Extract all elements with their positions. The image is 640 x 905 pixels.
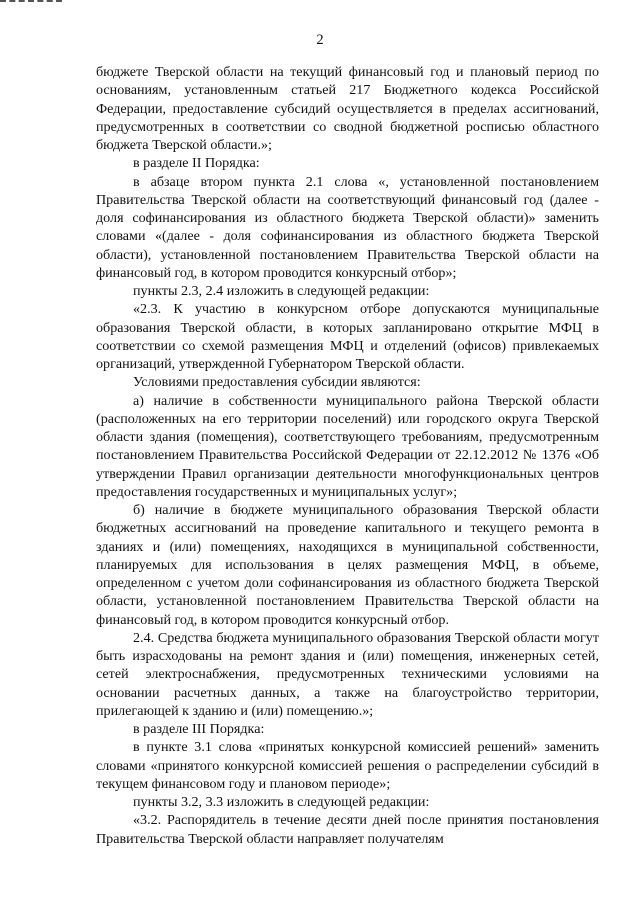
page-number: 2	[316, 32, 324, 48]
paragraph: а) наличие в собственности муниципального района Тверской области (расположенных на его территории поселений) или городского округа Тверской области здания (помещения), соответствующего требованиям, предусмотренным постановлением Правительства Российской Федерации от 22.12.2012 № 1376 «Об утверждении Правил организации деятельности многофункциональных центров предоставления государственных и муниципальных услуг»;	[96, 392, 599, 500]
paragraph: 2.4. Средства бюджета муниципального образования Тверской области могут быть израсходованы на ремонт здания и (или) помещения, инженерных сетей, сетей электроснабжения, предусмотренных техническими условиями на основании расчетных данных, а также на благоустройство территории, прилегающей к зданию и (или) помещению.»;	[96, 629, 599, 719]
scan-edge-mark	[0, 0, 62, 4]
paragraph: в разделе III Порядка:	[133, 721, 265, 737]
paragraph: Условиями предоставления субсидии являются:	[133, 374, 421, 391]
paragraph: в пункте 3.1 слова «принятых конкурсной комиссией решений» заменить словами «принятого конкурсной комиссией решения о распределении субсидий в текущем финансовом году и плановом периоде»;	[96, 739, 599, 792]
paragraph: пункты 2.3, 2.4 изложить в следующей редакции:	[133, 283, 430, 299]
paragraph: в абзаце втором пункта 2.1 слова «, установленной постановлением Правительства Тверской области на соответствующий финансовый год (далее - доля софинансирования из областного бюджета Тверской области)» заменить словами «(далее - доля софинансирования из областного бюджета Тверской области), установленной постановлением Правительства Тверской области на финансовый год, в котором проводится конкурсный отбор»;	[96, 173, 599, 281]
paragraph: «2.3. К участию в конкурсном отборе допускаются муниципальные образования Тверской области, в которых запланировано открытие МФЦ в соответствии со схемой размещения МФЦ и отделений (офисов) привлекаемых организаций, утвержденной Губернатором Тверской области.	[96, 301, 599, 372]
document-body	[96, 63, 599, 848]
paragraph: «3.2. Распорядитель в течение десяти дней после принятия постановления Правительства Тверской области направляет получателям	[96, 812, 599, 847]
paragraph: б) наличие в бюджете муниципального образования Тверской области бюджетных ассигнований на проведение капитального и текущего ремонта в зданиях и (или) помещениях, находящихся в муниципальной собственности, планируемых для использования в целях размещения МФЦ, в объеме, определенном с учетом доли софинансирования из областного бюджета Тверской области, установленной постановлением Правительства Тверской области на финансовый год, в котором проводится конкурсный отбор.	[96, 502, 599, 628]
paragraph: в разделе II Порядка:	[133, 155, 260, 172]
paragraph: бюджете Тверской области на текущий финансовый год и плановый период по основаниям, установленным статьей 217 Бюджетного кодекса Российской Федерации, предоставление субсидий осуществляется в пределах ассигнований, предусмотренных в соответствии со сводной бюджетной росписью областного бюджета Тверской области.»;	[96, 64, 599, 153]
paragraph: пункты 3.2, 3.3 изложить в следующей редакции:	[133, 794, 430, 810]
